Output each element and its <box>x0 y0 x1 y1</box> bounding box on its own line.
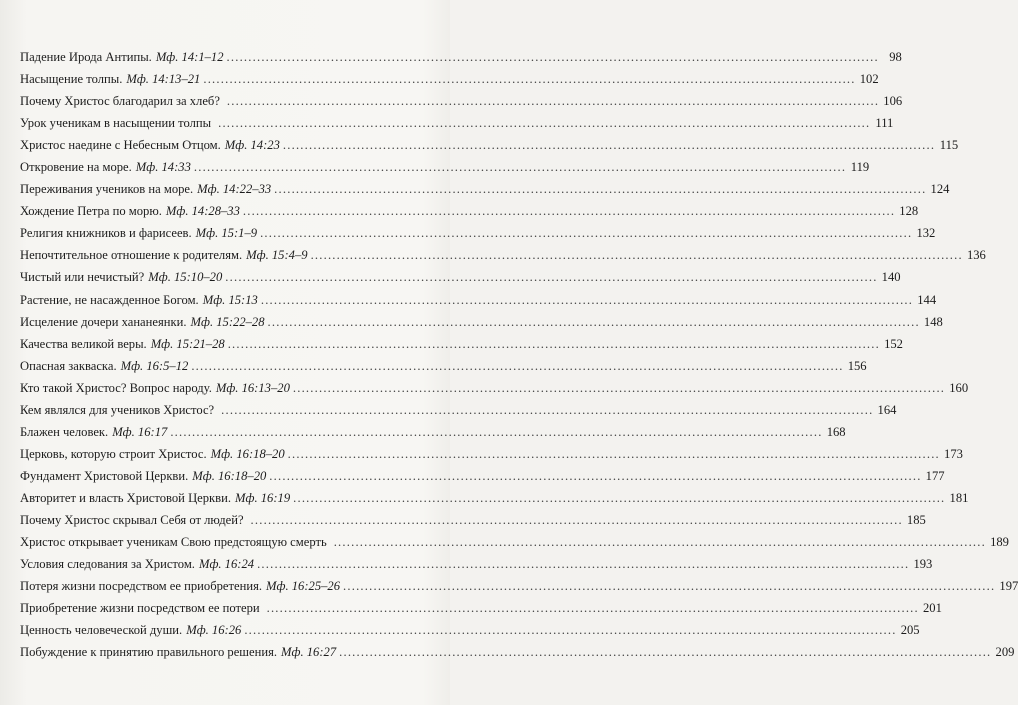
toc-entry <box>20 266 901 288</box>
toc-entry-page: 152 <box>884 336 903 351</box>
toc-entry-page: 185 <box>906 512 926 527</box>
toc-entry <box>20 597 942 619</box>
dot-leader <box>243 200 895 222</box>
toc-entry-ref: Мф. 14:1–12 <box>155 50 224 64</box>
toc-entry-page: 173 <box>944 446 963 461</box>
toc-entry-page: 115 <box>939 138 959 153</box>
toc-entry <box>20 377 969 399</box>
toc-entry-title: Урок ученикам в насыщении толпы <box>20 116 212 131</box>
toc-entry <box>20 289 937 311</box>
dot-leader <box>260 222 912 244</box>
toc-entry-page: 128 <box>899 204 919 219</box>
toc-entry <box>20 311 943 333</box>
dot-leader <box>218 112 870 134</box>
toc-entry-title: Ценность человеческой души. Мф. 16:26 <box>20 623 242 638</box>
toc-entry <box>20 333 903 355</box>
toc-entry-ref: Мф. 16:19 <box>235 490 291 505</box>
dot-leader <box>257 553 909 575</box>
toc-entry-page: 124 <box>930 182 950 197</box>
toc-entry-page: 197 <box>999 579 1018 594</box>
dot-leader <box>227 46 879 68</box>
toc-entry-title: Приобретение жизни посредством ее потери <box>20 601 260 616</box>
toc-entry-ref: Мф. 15:4–9 <box>246 248 308 263</box>
toc-entry-title: Непочтительное отношение к родителям. Мф. 15:4–9 <box>20 248 308 263</box>
toc-entry <box>20 575 1018 597</box>
toc-entry-title: Опасная закваска. Мф. 16:5–12 <box>20 358 189 373</box>
dot-leader <box>244 619 896 641</box>
toc-entry <box>20 222 936 244</box>
dot-leader <box>269 465 921 487</box>
toc-entry-ref: Мф. 15:21–28 <box>150 336 225 351</box>
toc-entry-page: 148 <box>923 314 943 329</box>
dot-leader <box>339 641 991 663</box>
dot-leader <box>194 156 846 178</box>
dot-leader <box>334 531 986 553</box>
toc-entry-title: Религия книжников и фарисеев. Мф. 15:1–9 <box>20 226 258 241</box>
toc-entry-title: Потеря жизни посредством ее приобретения. Мф. 16:25–26 <box>20 579 341 594</box>
toc-entry-ref: Мф. 16:25–26 <box>266 579 341 594</box>
toc-entry <box>20 531 1009 553</box>
toc-entry-page: 106 <box>883 94 903 109</box>
toc-entry-ref: Мф. 15:22–28 <box>190 314 265 329</box>
toc-entry-ref: Мф. 14:33 <box>135 160 191 175</box>
dot-leader <box>191 355 843 377</box>
toc-entry-page: 164 <box>877 402 897 417</box>
dot-leader <box>343 575 995 597</box>
toc-entry <box>20 200 919 222</box>
toc-entry-title: Почему Христос скрывал Себя от людей? <box>20 512 244 527</box>
toc-entry <box>20 443 963 465</box>
toc-entry-page: 201 <box>922 601 942 616</box>
dot-leader <box>225 266 877 288</box>
toc-entry-page: 177 <box>925 468 945 483</box>
toc-entry-title: Насыщение толпы. Мф. 14:13–21 <box>20 72 201 87</box>
toc-entry-page: 102 <box>859 72 879 87</box>
toc-entry-ref: Мф. 16:17 <box>112 424 168 439</box>
toc-entry-title: Церковь, которую строит Христос. Мф. 16:18–20 <box>20 446 285 461</box>
toc-entry-ref: Мф. 14:23 <box>224 138 280 153</box>
toc-entry-title: Падение Ирода Антипы. Мф. 14:1–12 <box>20 50 224 64</box>
toc-entry-page: 98 <box>889 50 902 64</box>
toc-entry <box>20 178 950 200</box>
toc-entry <box>20 355 867 377</box>
dot-leader <box>267 597 919 619</box>
toc-entry-title: Чистый или нечистый? Мф. 15:10–20 <box>20 270 223 285</box>
toc-entry-page: 189 <box>990 535 1009 550</box>
toc-entry-title: Откровение на море. Мф. 14:33 <box>20 160 191 175</box>
toc-entry-ref: Мф. 14:13–21 <box>126 72 201 87</box>
toc-entry-ref: Мф. 16:26 <box>186 623 242 638</box>
toc-entry-title: Блажен человек. Мф. 16:17 <box>20 424 168 439</box>
toc-entry-title: Хождение Петра по морю. Мф. 14:28–33 <box>20 204 240 219</box>
toc-entry-title: Почему Христос благодарил за хлеб? <box>20 94 220 109</box>
toc-entry <box>20 421 846 443</box>
dot-leader <box>203 68 855 90</box>
toc-entry-page: 205 <box>900 623 920 638</box>
toc-entry <box>20 641 1015 663</box>
toc-entry-page: 111 <box>875 116 894 131</box>
toc-entry-ref: Мф. 15:10–20 <box>148 270 223 285</box>
toc-entry-title: Условия следования за Христом. Мф. 16:24 <box>20 557 255 572</box>
toc-entry-ref: Мф. 16:18–20 <box>192 468 267 483</box>
toc-entry <box>20 244 986 266</box>
toc-entry-title: Исцеление дочери хананеянки. Мф. 15:22–28 <box>20 314 265 329</box>
toc-entry <box>20 90 903 112</box>
toc-entry <box>20 553 933 575</box>
toc-entry-title: Фундамент Христовой Церкви. Мф. 16:18–20 <box>20 468 267 483</box>
toc-entry-title: Кем являлся для учеников Христос? <box>20 402 215 417</box>
dot-leader <box>293 377 945 399</box>
toc-entry-title: Кто такой Христос? Вопрос народу. Мф. 16:13–20 <box>20 380 290 395</box>
toc-entry <box>20 487 969 509</box>
toc-entry-page: 144 <box>917 292 937 307</box>
table-of-contents <box>20 46 1018 663</box>
toc-entry-page: 160 <box>949 380 969 395</box>
dot-leader <box>227 90 879 112</box>
toc-entry-title: Переживания учеников на море. Мф. 14:22–33 <box>20 182 272 197</box>
dot-leader <box>274 178 926 200</box>
toc-entry <box>20 465 945 487</box>
toc-entry-ref: Мф. 14:28–33 <box>165 204 240 219</box>
toc-entry-title: Авторитет и власть Христовой Церкви. Мф. 16:19 <box>20 490 291 505</box>
toc-entry <box>20 46 902 68</box>
toc-entry-ref: Мф. 16:24 <box>198 557 255 572</box>
toc-entry-page: 140 <box>881 270 901 285</box>
toc-entry-ref: Мф. 15:1–9 <box>195 226 258 241</box>
toc-entry <box>20 134 959 156</box>
toc-entry-ref: Мф. 16:18–20 <box>210 446 285 461</box>
toc-entry-page: 193 <box>913 557 933 572</box>
toc-entry <box>20 68 879 90</box>
toc-entry-title: Растение, не насажденное Богом. Мф. 15:13 <box>20 292 258 307</box>
toc-entry-page: 209 <box>995 645 1015 660</box>
toc-entry-title: Побуждение к принятию правильного решения. Мф. 16:27 <box>20 645 337 660</box>
toc-entry-title: Христос открывает ученикам Свою предстоящую смерть <box>20 535 327 550</box>
toc-entry-ref: Мф. 15:13 <box>202 292 258 307</box>
dot-leader <box>261 289 913 311</box>
dot-leader <box>268 311 920 333</box>
toc-entry-page: 119 <box>850 160 870 175</box>
dot-leader <box>221 399 873 421</box>
toc-entry-page: 156 <box>847 358 867 373</box>
dot-leader <box>293 487 945 509</box>
toc-entry-ref: Мф. 16:5–12 <box>120 358 189 373</box>
toc-entry-page: 136 <box>966 248 986 263</box>
toc-entry-ref: Мф. 16:13–20 <box>215 380 290 395</box>
toc-entry <box>20 112 894 134</box>
toc-entry-page: 168 <box>826 424 846 439</box>
toc-entry <box>20 399 897 421</box>
toc-entry <box>20 509 926 531</box>
dot-leader <box>283 134 935 156</box>
toc-entry <box>20 619 920 641</box>
toc-entry <box>20 156 870 178</box>
toc-entry-ref: Мф. 16:27 <box>281 645 337 660</box>
toc-entry-title: Качества великой веры. Мф. 15:21–28 <box>20 336 225 351</box>
dot-leader <box>228 333 880 355</box>
toc-entry-page: 132 <box>916 226 936 241</box>
toc-entry-title: Христос наедине с Небесным Отцом. Мф. 14:23 <box>20 138 280 153</box>
dot-leader <box>251 509 903 531</box>
dot-leader <box>311 244 963 266</box>
dot-leader <box>170 421 822 443</box>
toc-entry-ref: Мф. 14:22–33 <box>197 182 272 197</box>
toc-entry-page: 181 <box>949 490 969 505</box>
dot-leader <box>288 443 940 465</box>
